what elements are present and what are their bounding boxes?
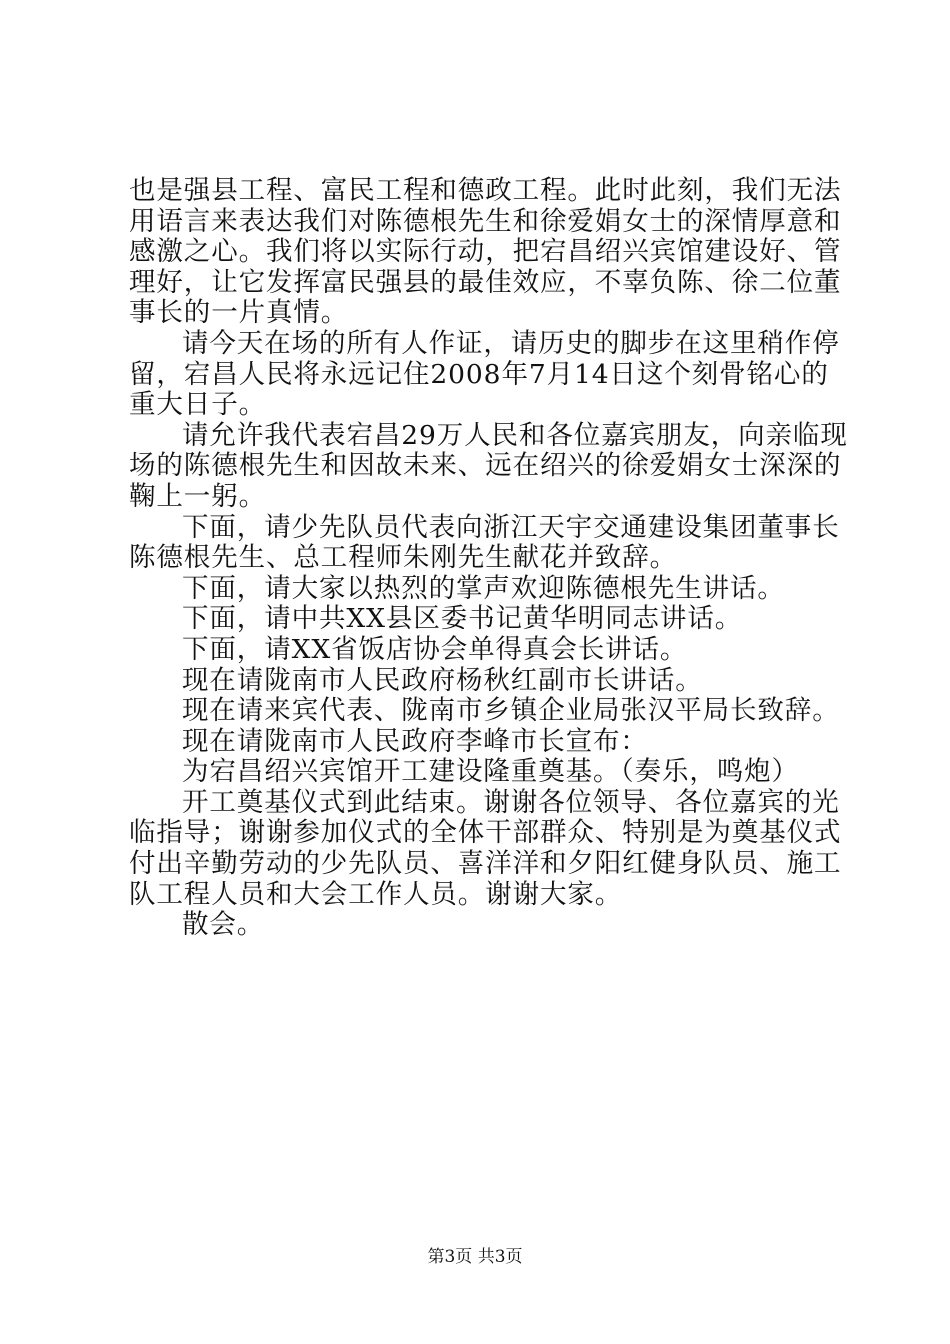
paragraph-announce-li: 现在请陇南市人民政府李峰市长宣布： xyxy=(182,725,648,757)
paragraph-witness: 请今天在场的所有人作证，请历史的脚步在这里稍作停留，宕昌人民将永远记住2008年7月14日这个刻骨铭心的重大日子。 xyxy=(129,327,840,421)
paragraph-speech-chen: 下面，请大家以热烈的掌声欢迎陈德根先生讲话。 xyxy=(182,572,785,604)
paragraph-adjourn: 散会。 xyxy=(182,909,265,941)
document-body xyxy=(129,176,849,941)
paragraph-continuation: 也是强县工程、富民工程和德政工程。此时此刻，我们无法用语言来表达我们对陈德根先生和徐爱娟女士的深情厚意和感激之心。我们将以实际行动，把宕昌绍兴宾馆建设好、管理好，让它发挥富民强县的最佳效应，不辜负陈、徐二位董事长的一片真情。 xyxy=(129,175,842,329)
page-number: 第3页 共3页 xyxy=(427,1247,523,1267)
page-footer xyxy=(0,1247,950,1267)
paragraph-groundbreaking: 为宕昌绍兴宾馆开工建设隆重奠基。（奏乐，鸣炮） xyxy=(182,756,799,788)
paragraph-speech-yang: 现在请陇南市人民政府杨秋红副市长讲话。 xyxy=(182,664,703,696)
paragraph-speech-huang: 下面，请中共XX县区委书记黄华明同志讲话。 xyxy=(182,603,743,635)
paragraph-speech-zhang: 现在请来宾代表、陇南市乡镇企业局张汉平局长致辞。 xyxy=(182,695,840,727)
paragraph-bow: 请允许我代表宕昌29万人民和各位嘉宾朋友，向亲临现场的陈德根先生和因故未来、远在绍兴的徐爱娟女士深深的鞠上一躬。 xyxy=(129,419,848,512)
paragraph-flowers: 下面，请少先队员代表向浙江天宇交通建设集团董事长陈德根先生、总工程师朱刚先生献花并致辞。 xyxy=(129,511,840,574)
paragraph-closing-thanks: 开工奠基仪式到此结束。谢谢各位领导、各位嘉宾的光临指导；谢谢参加仪式的全体干部群众、特别是为奠基仪式付出辛勤劳动的少先队员、喜洋洋和夕阳红健身队员、施工队工程人员和大会工作人员。谢谢大家。 xyxy=(129,786,842,910)
paragraph-speech-shan: 下面，请XX省饭店协会单得真会长讲话。 xyxy=(182,633,688,665)
